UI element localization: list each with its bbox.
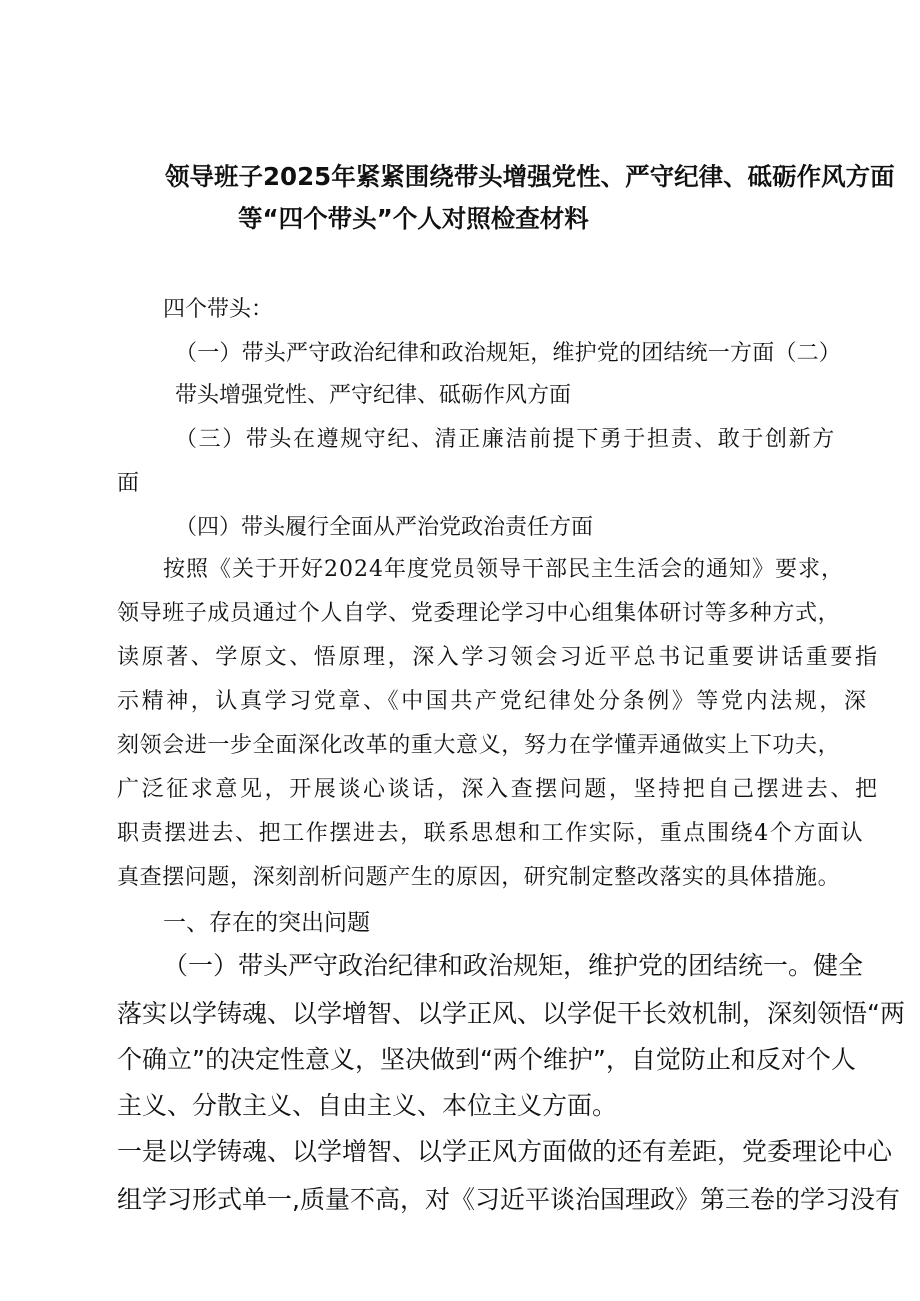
intro-line: 真查摆问题，深刻剖析问题产生的原因，研究制定整改落实的具体措施。 [117, 865, 841, 890]
section-1-paragraph-line: 落实以学铸魂、以学增智、以学正风、以学促干长效机制，深刻领悟“两 [117, 999, 905, 1028]
four-leads-item-1-line-2: 带头增强党性、严守纪律、砥砺作风方面 [175, 383, 572, 408]
intro-line: 领导班子成员通过个人自学、党委理论学习中心组集体研讨等多种方式， [117, 601, 841, 626]
section-1-paragraph-line: 主义、分散主义、自由主义、本位主义方面。 [117, 1091, 618, 1120]
intro-line: 读原著、学原文、悟原理，深入学习领会习近平总书记重要讲话重要指 [117, 645, 880, 670]
section-1-paragraph-line: （一）带头严守政治纪律和政治规矩，维护党的团结统一。健全 [163, 951, 864, 980]
intro-line: 刻领会进一步全面深化改革的重大意义，努力在学懂弄通做实上下功夫， [117, 733, 841, 758]
four-leads-item-1-line-1: （一）带头严守政治纪律和政治规矩，维护党的团结统一方面（二） [175, 341, 842, 366]
four-leads-item-4: （四）带头履行全面从严治党政治责任方面 [175, 515, 594, 540]
document-title-line-2: 等“四个带头”个人对照检查材料 [238, 204, 589, 233]
section-1-point-line: 组学习形式单一,质量不高，对《习近平谈治国理政》第三卷的学习没有 [117, 1185, 900, 1214]
four-leads-item-3-line-1: （三）带头在遵规守纪、清正廉洁前提下勇于担责、敢于创新方 [175, 427, 836, 452]
intro-line: 职责摆进去、把工作摆进去，联系思想和工作实际，重点围绕4个方面认 [117, 821, 865, 846]
intro-line: 示精神，认真学习党章、《中国共产党纪律处分条例》等党内法规，深 [117, 689, 869, 714]
section-1-paragraph-line: 个确立”的决定性意义，坚决做到“两个维护”，自觉防止和反对个人 [117, 1045, 856, 1074]
four-leads-heading: 四个带头： [163, 297, 274, 322]
document-title-line-1: 领导班子2025年紧紧围绕带头增强党性、严守纪律、砥砺作风方面 [165, 162, 895, 191]
four-leads-item-3-line-2: 面 [117, 471, 140, 496]
intro-line: 广泛征求意见，开展谈心谈话，深入查摆问题，坚持把自己摆进去、把 [117, 777, 880, 802]
intro-line: 按照《关于开好2024年度党员领导干部民主生活会的通知》要求， [163, 557, 844, 582]
section-1-point-line: 一是以学铸魂、以学增智、以学正风方面做的还有差距，党委理论中心 [117, 1137, 893, 1166]
section-1-heading: 一、存在的突出问题 [163, 910, 370, 936]
